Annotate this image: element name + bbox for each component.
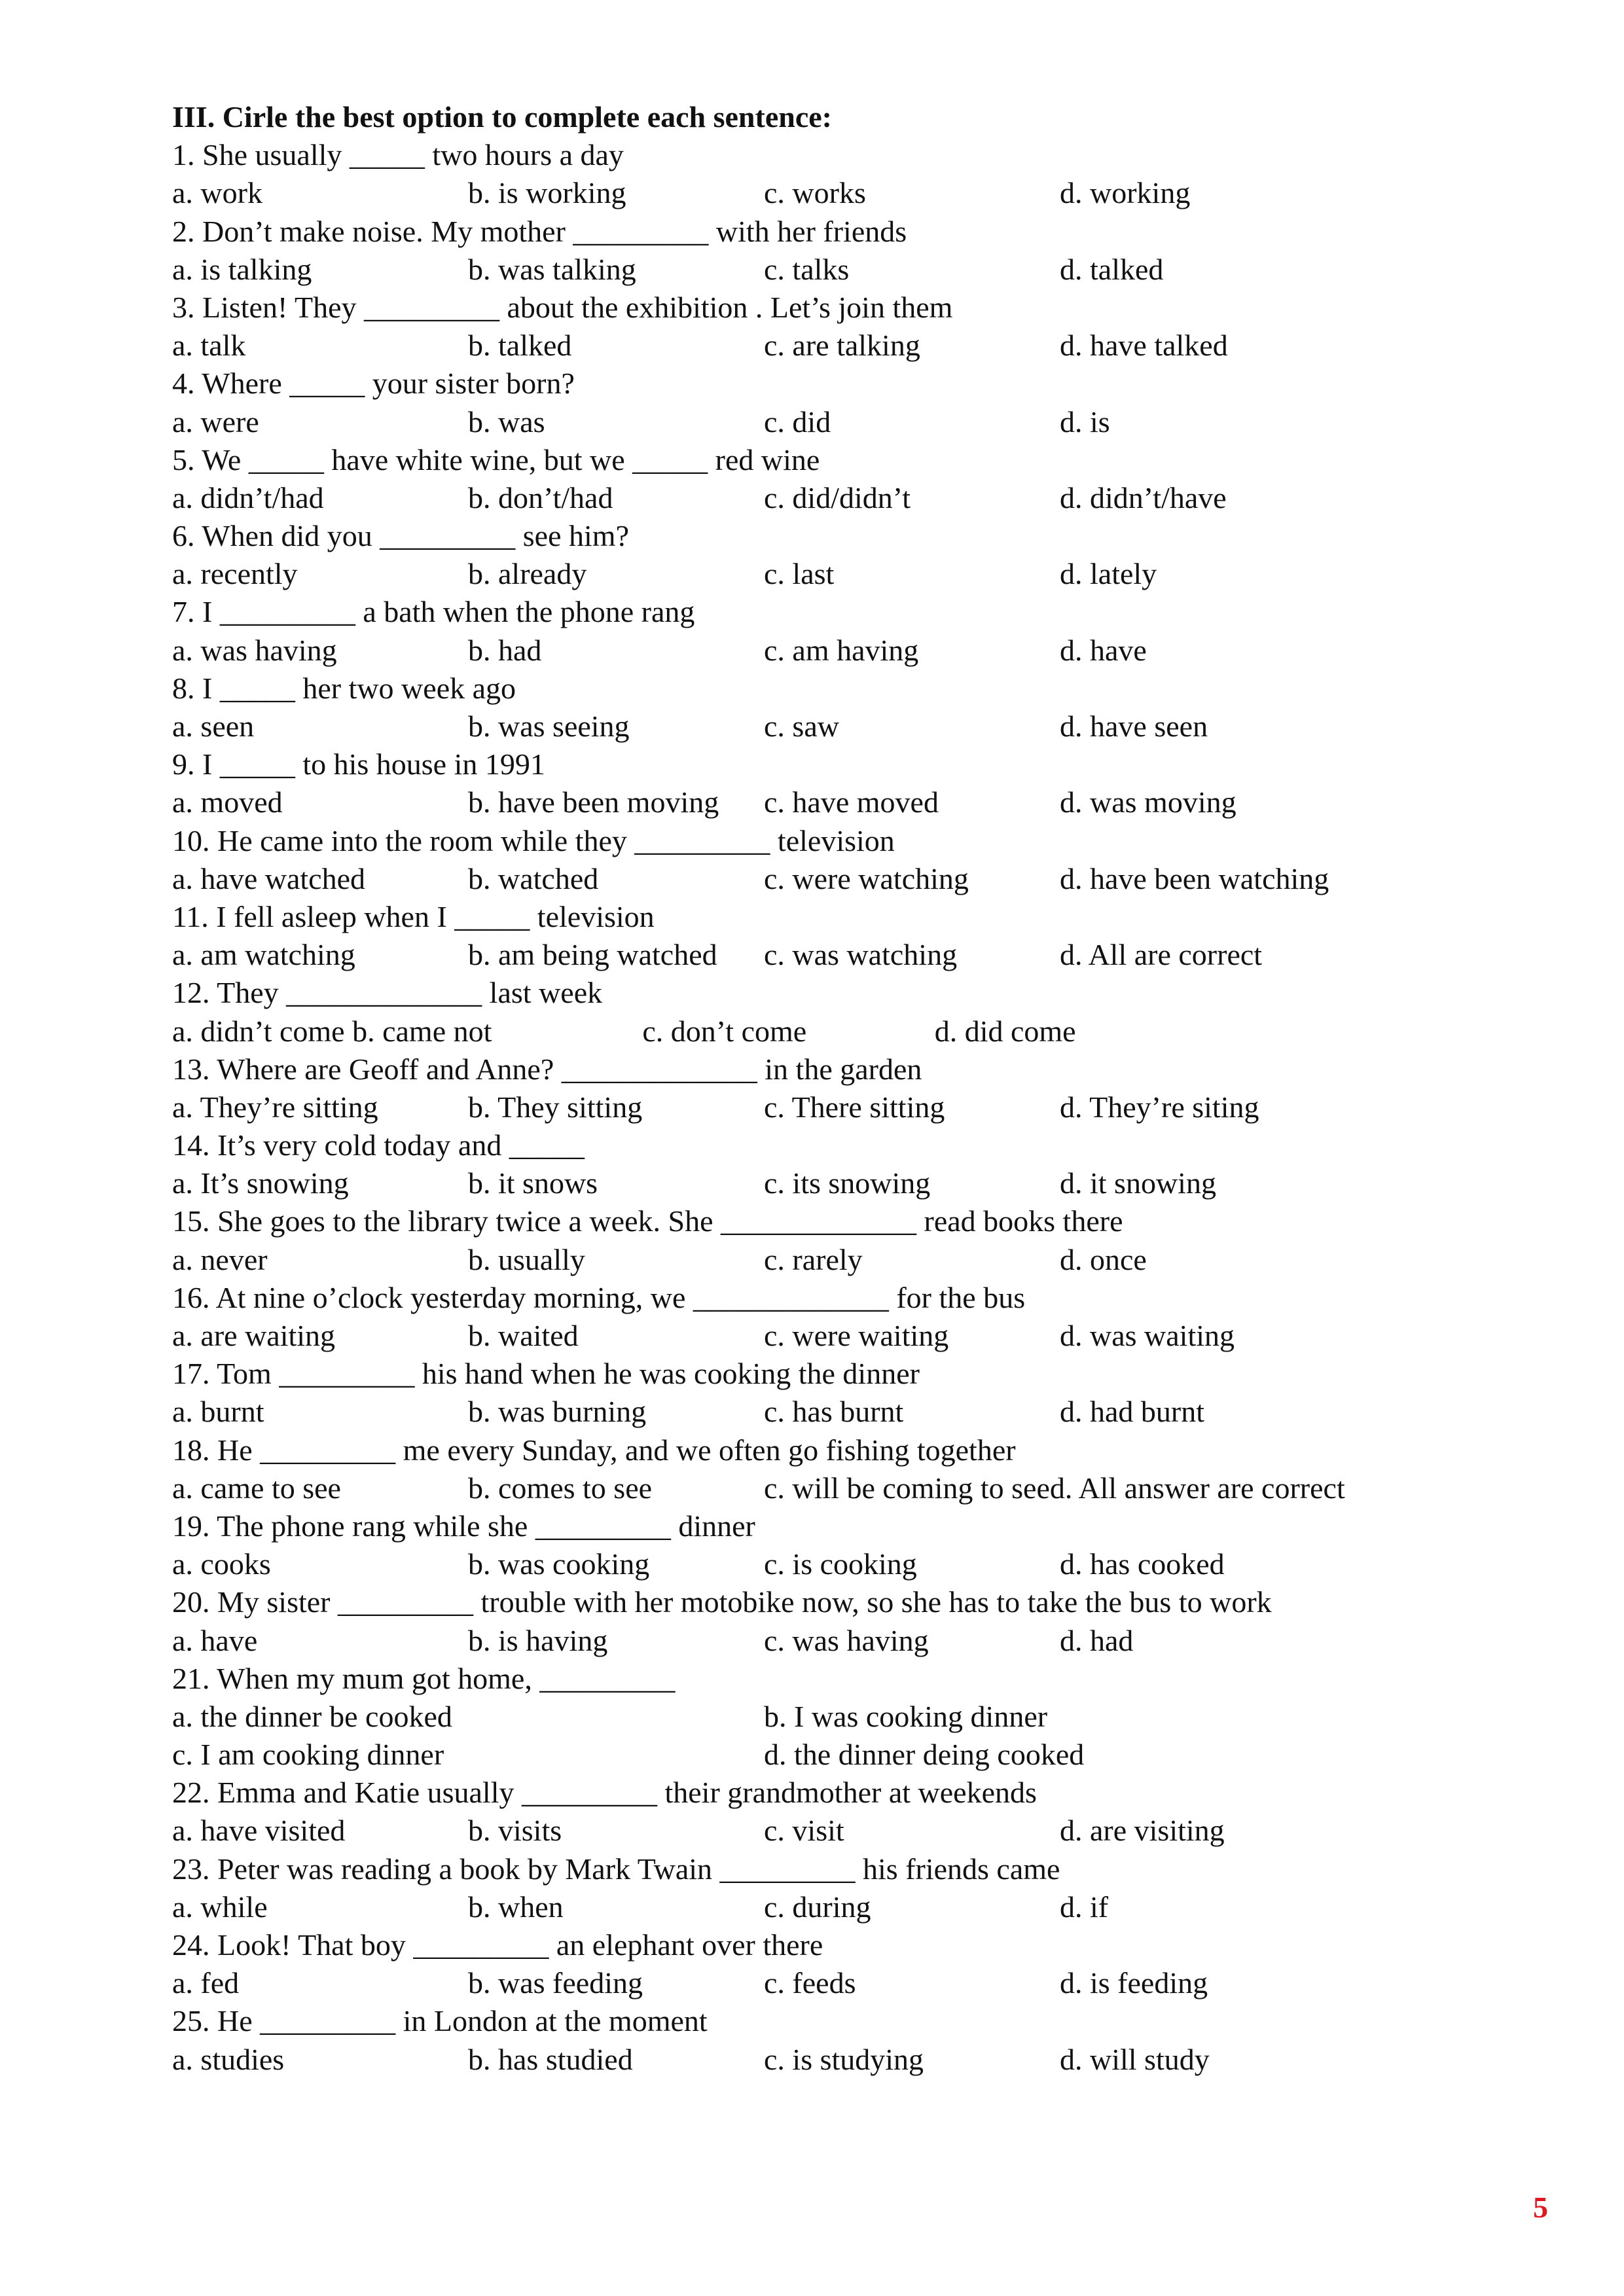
question-stem: 14. It’s very cold today and _____ [172,1128,585,1162]
answer-option[interactable]: c. am having [764,633,919,667]
answer-option[interactable]: a. were [172,404,259,439]
answer-option[interactable]: d. it snowing [1060,1166,1216,1200]
answer-option[interactable]: d. have been watching [1060,861,1329,895]
option-row [172,1812,1481,1850]
answer-option[interactable]: c. during [764,1890,871,1924]
answer-option[interactable]: c. were waiting [764,1319,949,1352]
answer-option[interactable]: b. have been moving [468,785,719,819]
answer-option[interactable]: a. seen [172,709,255,743]
answer-option[interactable]: d. All are correct [1060,938,1263,972]
question-stem: 18. He _________ me every Sunday, and we often go fishing together [172,1433,1016,1467]
answer-option[interactable]: b. usually [468,1242,585,1276]
answer-option[interactable]: c. its snowing [764,1166,931,1200]
option-row [172,1698,1481,1736]
question-stem: 4. Where _____ your sister born? [172,367,575,401]
answer-option[interactable]: a. It’s snowing [172,1166,349,1200]
option-row [172,327,1481,365]
answer-option[interactable]: b. visits [468,1814,562,1848]
answer-option[interactable]: c. feeds [764,1966,856,2000]
answer-option[interactable]: b. already [468,557,587,591]
option-row [172,479,1481,517]
answer-option[interactable]: b. talked [468,329,572,363]
answer-option[interactable]: d. talked [1060,252,1164,286]
answer-option[interactable]: b. was talking [468,252,636,286]
answer-option[interactable]: d. are visiting [1060,1814,1225,1848]
question-stem: 6. When did you _________ see him? [172,519,629,553]
option-row [172,1317,1481,1355]
question-stem: 24. Look! That boy _________ an elephant over there [172,1928,823,1962]
answer-option[interactable]: c. are talking [764,329,920,363]
question-stem: 25. He _________ in London at the moment [172,2004,708,2038]
question-stem: 15. She goes to the library twice a week. She _____________ read books there [172,1204,1123,1238]
option-row [172,403,1481,441]
answer-option[interactable]: a. was having [172,633,337,667]
answer-option[interactable]: c. did/didn’t [764,480,911,514]
option-row [172,1622,1481,1660]
answer-option[interactable]: c. last [764,557,835,591]
answer-option[interactable]: d. was moving [1060,785,1236,819]
answer-option[interactable]: b. had [468,633,542,667]
option-row[interactable]: a. didn’t come b. came not c. don’t come d. did come [172,1014,1076,1048]
answer-option[interactable]: d. have [1060,633,1147,667]
answer-option[interactable]: b. was burning [468,1395,647,1429]
answer-option[interactable]: c. were watching [764,861,969,895]
answer-option[interactable]: a. am watching [172,938,355,972]
page-number: 5 [1533,2191,1548,2224]
answer-option[interactable]: d. had [1060,1623,1134,1657]
answer-option[interactable]: b. don’t/had [468,480,613,514]
answer-option[interactable]: d. working [1060,176,1191,210]
question-stem: 16. At nine o’clock yesterday morning, we _____________ for the bus [172,1280,1026,1314]
answer-option[interactable]: c. have moved [764,785,939,819]
section-heading: III. Cirle the best option to complete each sentence: [172,100,832,134]
question-list [172,136,1481,2079]
answer-option[interactable]: b. I was cooking dinner [764,1699,1048,1733]
question-stem: 5. We _____ have white wine, but we _____ red wine [172,442,820,476]
answer-option[interactable]: a. They’re sitting [172,1090,378,1124]
answer-option[interactable]: a. is talking [172,252,312,286]
answer-option[interactable]: c. will be coming to seed. All answer are correct [764,1471,1345,1505]
answer-option[interactable]: a. cooks [172,1547,271,1581]
answer-option[interactable]: a. have watched [172,861,366,895]
answer-option[interactable]: a. didn’t/had [172,480,324,514]
question-stem: 8. I _____ her two week ago [172,671,516,705]
answer-option[interactable]: d. will study [1060,2042,1210,2076]
option-row [172,860,1481,898]
option-row [172,1964,1481,2002]
answer-option[interactable]: d. is [1060,404,1110,439]
option-row [172,251,1481,289]
question-stem: 21. When my mum got home, _________ [172,1661,676,1695]
answer-option[interactable]: b. is working [468,176,626,210]
question-stem: 7. I _________ a bath when the phone rang [172,595,695,629]
answer-option[interactable]: d. if [1060,1890,1109,1924]
option-row [172,708,1481,745]
answer-option[interactable]: b. it snows [468,1166,598,1200]
answer-option[interactable]: b. waited [468,1319,579,1352]
question-stem: 11. I fell asleep when I _____ television [172,899,655,933]
answer-option[interactable]: b. am being watched [468,938,717,972]
question-stem: 10. He came into the room while they _________ television [172,823,895,857]
answer-option[interactable]: c. was having [764,1623,929,1657]
option-row [172,555,1481,593]
answer-option[interactable]: d. had burnt [1060,1395,1205,1429]
option-row [172,1164,1481,1202]
answer-option[interactable]: c. visit [764,1814,844,1848]
option-row [172,2041,1481,2079]
option-row [172,1545,1481,1583]
answer-option[interactable]: c. was watching [764,938,958,972]
answer-option[interactable]: d. have talked [1060,329,1228,363]
option-row [172,1241,1481,1279]
answer-option[interactable]: b. was cooking [468,1547,650,1581]
answer-option[interactable]: c. rarely [764,1242,863,1276]
answer-option[interactable]: c. works [764,176,866,210]
answer-option[interactable]: a. are waiting [172,1319,336,1352]
question-stem: 17. Tom _________ his hand when he was cooking the dinner [172,1357,920,1391]
answer-option[interactable]: a. have [172,1623,258,1657]
answer-option[interactable]: a. burnt [172,1395,264,1429]
question-stem: 22. Emma and Katie usually _________ their grandmother at weekends [172,1776,1037,1810]
answer-option[interactable]: a. came to see [172,1471,341,1505]
answer-option[interactable]: a. the dinner be cooked [172,1699,452,1733]
answer-option[interactable]: b. was feeding [468,1966,643,2000]
option-row [172,1736,1481,1774]
question-stem: 13. Where are Geoff and Anne? _____________ in the garden [172,1052,922,1086]
answer-option[interactable]: a. while [172,1890,268,1924]
answer-option[interactable]: d. is feeding [1060,1966,1208,2000]
question-stem: 1. She usually _____ two hours a day [172,138,624,172]
answer-option[interactable]: a. have visited [172,1814,346,1848]
answer-option[interactable]: d. have seen [1060,709,1208,743]
option-row [172,174,1481,212]
answer-option[interactable]: a. recently [172,557,298,591]
answer-option[interactable]: d. has cooked [1060,1547,1225,1581]
answer-option[interactable]: a. talk [172,329,246,363]
answer-option[interactable]: d. They’re siting [1060,1090,1259,1124]
answer-option[interactable]: b. is having [468,1623,608,1657]
answer-option[interactable]: a. work [172,176,262,210]
answer-option[interactable]: a. never [172,1242,268,1276]
answer-option[interactable]: c. has burnt [764,1395,904,1429]
answer-option[interactable]: b. watched [468,861,599,895]
option-row [172,1469,1481,1507]
option-row [172,783,1481,821]
answer-option[interactable]: d. was waiting [1060,1319,1235,1352]
answer-option[interactable]: b. They sitting [468,1090,643,1124]
question-stem: 3. Listen! They _________ about the exhibition . Let’s join them [172,290,953,324]
answer-option[interactable]: c. talks [764,252,850,286]
question-stem: 23. Peter was reading a book by Mark Twain _________ his friends came [172,1852,1060,1886]
answer-option[interactable]: c. did [764,404,831,439]
question-stem: 20. My sister _________ trouble with her motobike now, so she has to take the bus to work [172,1585,1272,1619]
answer-option[interactable]: d. didn’t/have [1060,480,1227,514]
answer-option[interactable]: b. has studied [468,2042,633,2076]
option-row [172,936,1481,974]
answer-option[interactable]: a. moved [172,785,283,819]
answer-option[interactable]: d. once [1060,1242,1147,1276]
question-stem: 19. The phone rang while she _________ dinner [172,1509,755,1543]
answer-option[interactable]: b. when [468,1890,564,1924]
question-stem: 2. Don’t make noise. My mother _________ with her friends [172,214,907,248]
answer-option[interactable]: a. fed [172,1966,240,2000]
answer-option[interactable]: c. There sitting [764,1090,945,1124]
answer-option[interactable]: c. saw [764,709,839,743]
option-row [172,632,1481,670]
worksheet [172,98,1481,2079]
answer-option[interactable]: c. I am cooking dinner [172,1738,444,1772]
option-row [172,1393,1481,1431]
question-stem: 9. I _____ to his house in 1991 [172,747,545,781]
answer-option[interactable]: c. is cooking [764,1547,917,1581]
answer-option[interactable]: c. is studying [764,2042,924,2076]
question-stem: 12. They _____________ last week [172,976,603,1010]
answer-option[interactable]: d. the dinner deing cooked [764,1738,1085,1772]
answer-option[interactable]: d. lately [1060,557,1157,591]
answer-option[interactable]: b. was seeing [468,709,630,743]
answer-option[interactable]: b. comes to see [468,1471,653,1505]
option-row [172,1088,1481,1126]
option-row [172,1888,1481,1926]
answer-option[interactable]: a. studies [172,2042,285,2076]
answer-option[interactable]: b. was [468,404,545,439]
